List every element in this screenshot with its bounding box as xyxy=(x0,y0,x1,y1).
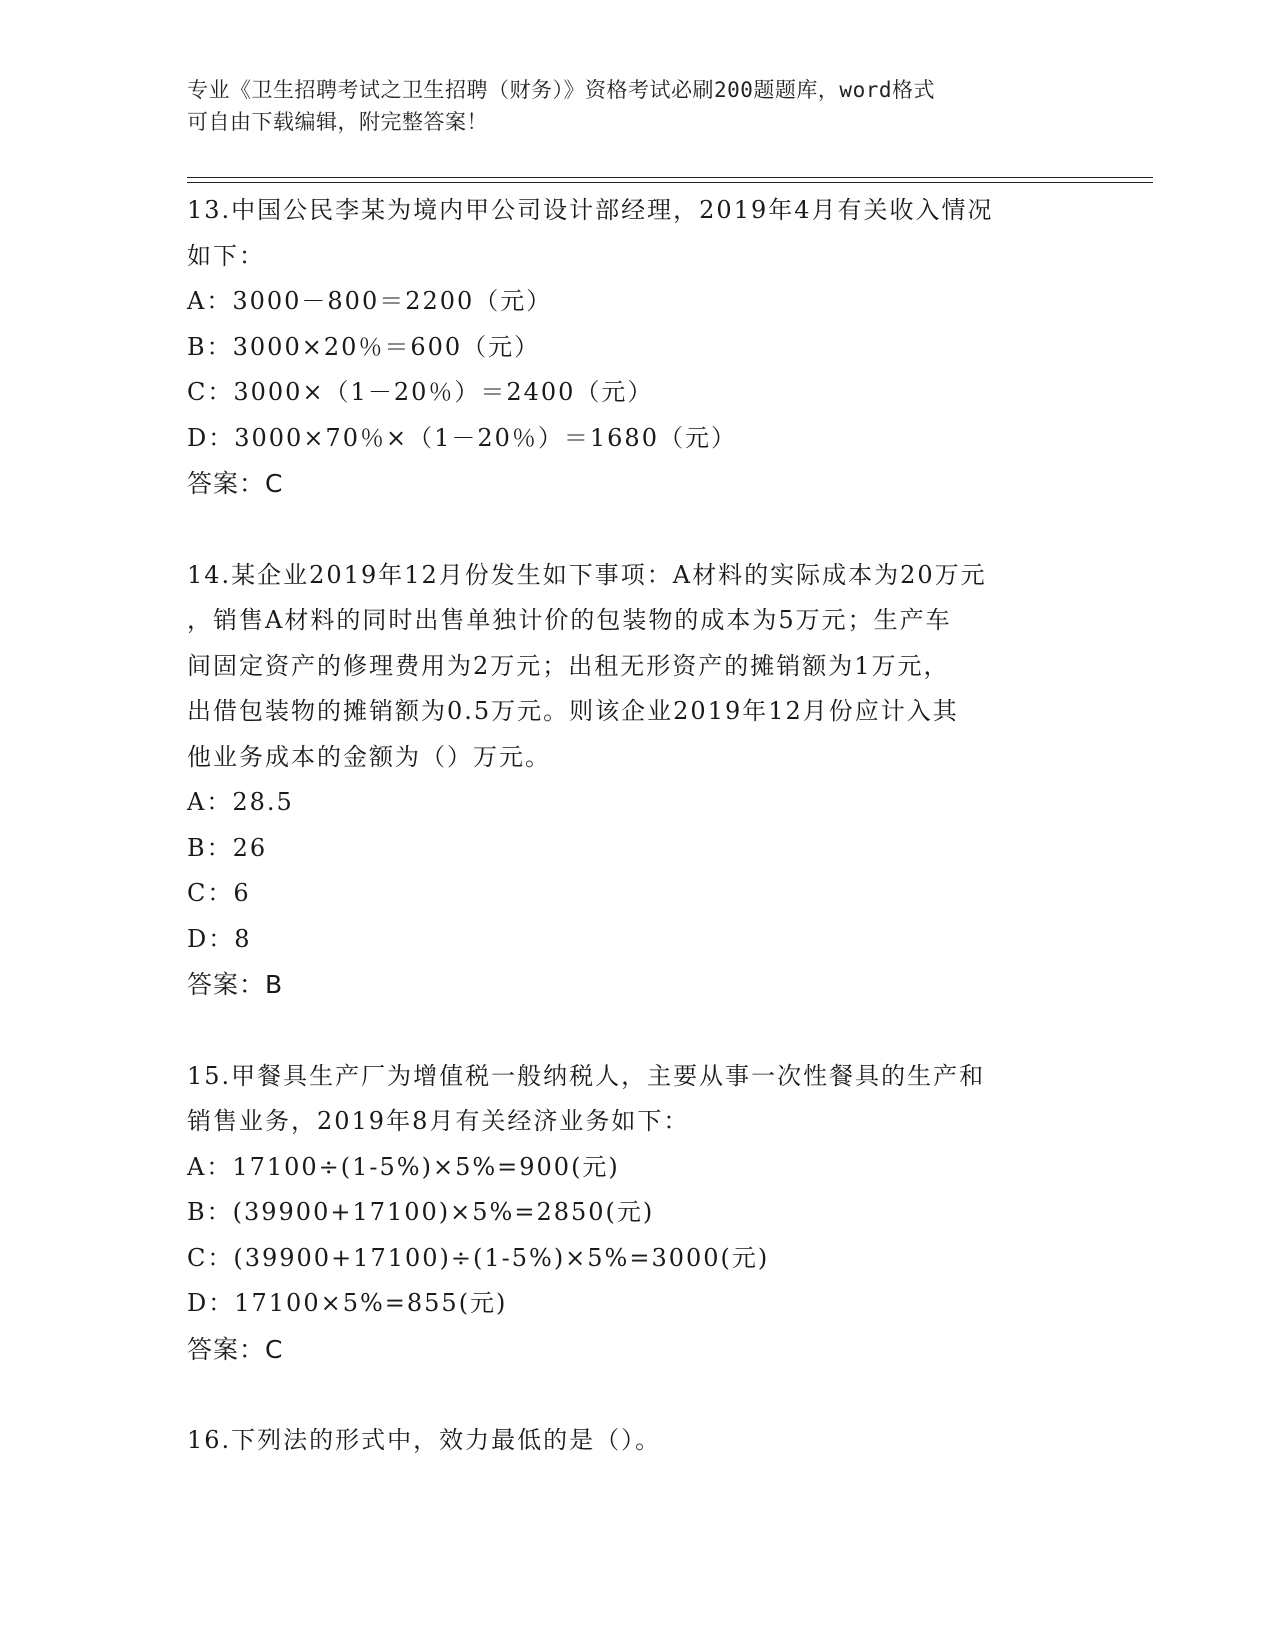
option-c: C：3000×（1－20％）＝2400（元） xyxy=(187,378,654,406)
question-text xyxy=(187,1054,1087,1145)
question-text xyxy=(187,553,1087,781)
answer-line: 答案：B xyxy=(187,970,284,999)
question-13 xyxy=(187,188,1087,507)
option-c: C：6 xyxy=(187,879,251,907)
question-text-line: 如下： xyxy=(187,241,265,270)
answer-line: 答案：C xyxy=(187,469,284,498)
question-text-line: 销售业务，2019年8月有关经济业务如下： xyxy=(187,1107,690,1135)
question-spacer xyxy=(187,507,1087,553)
answer-line: 答案：C xyxy=(187,1334,284,1364)
question-text xyxy=(187,1418,1087,1464)
question-text-line: 出借包装物的摊销额为0.5万元。则该企业2019年12月份应计入其 xyxy=(187,697,959,725)
question-text-line: 14.某企业2019年12月份发生如下事项：A材料的实际成本为20万元 xyxy=(187,560,987,589)
header-divider-top xyxy=(187,177,1153,178)
question-list xyxy=(187,188,1087,1464)
question-text-line: 他业务成本的金额为（）万元。 xyxy=(187,742,551,771)
header-line-2: 可自由下载编辑，附完整答案！ xyxy=(187,110,488,134)
header-line-1: 专业《卫生招聘考试之卫生招聘（财务）》资格考试必刷200题题库，word格式 xyxy=(187,78,935,102)
question-spacer xyxy=(187,1008,1087,1054)
question-16 xyxy=(187,1418,1087,1464)
question-text-line: 间固定资产的修理费用为2万元；出租无形资产的摊销额为1万元， xyxy=(187,651,950,680)
option-b: B：(39900+17100)×5%=2850(元) xyxy=(187,1198,655,1226)
option-a: A：17100÷(1-5%)×5%=900(元) xyxy=(187,1152,620,1181)
option-d: D：3000×70％×（1－20％）＝1680（元） xyxy=(187,423,737,452)
question-text-line: 15.甲餐具生产厂为增值税一般纳税人，主要从事一次性餐具的生产和 xyxy=(187,1061,986,1090)
option-c: C：(39900+17100)÷(1-5%)×5%=3000(元) xyxy=(187,1243,770,1272)
question-spacer xyxy=(187,1372,1087,1418)
header-divider-bottom xyxy=(187,182,1153,183)
question-14 xyxy=(187,553,1087,1008)
document-header xyxy=(187,74,1087,138)
option-d: D：17100×5%=855(元) xyxy=(187,1289,508,1317)
question-text-line: ，销售A材料的同时出售单独计价的包装物的成本为5万元；生产车 xyxy=(187,606,952,634)
option-d: D：8 xyxy=(187,924,252,953)
option-a: A：28.5 xyxy=(187,788,294,816)
question-15 xyxy=(187,1054,1087,1373)
option-b: B：26 xyxy=(187,833,268,862)
question-text-line: 13.中国公民李某为境内甲公司设计部经理，2019年4月有关收入情况 xyxy=(187,196,994,224)
question-text-line: 16.下列法的形式中，效力最低的是（）。 xyxy=(187,1426,662,1454)
option-b: B：3000×20％＝600（元） xyxy=(187,332,541,361)
option-a: A：3000－800＝2200（元） xyxy=(187,287,553,315)
question-text xyxy=(187,188,1087,279)
